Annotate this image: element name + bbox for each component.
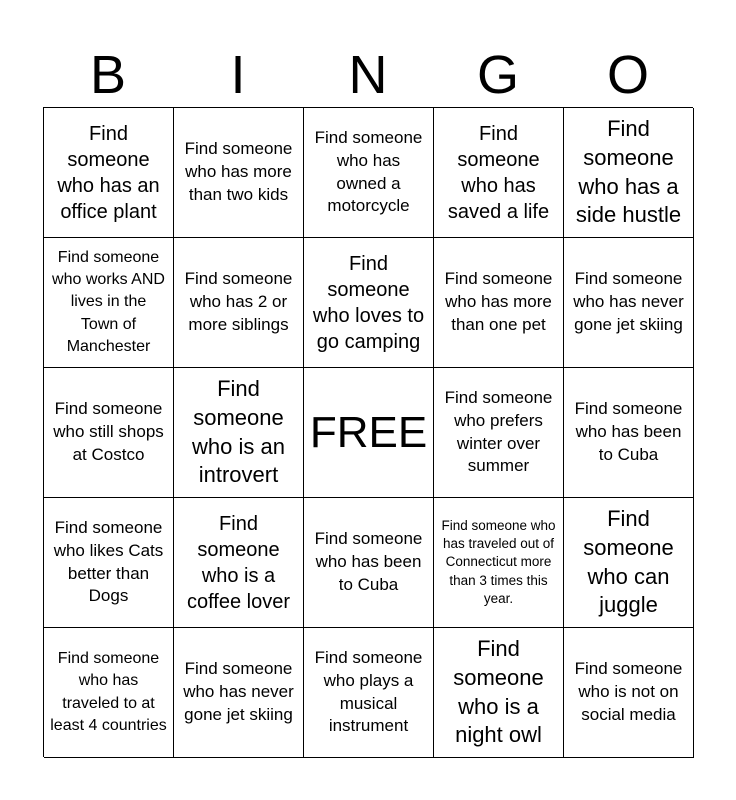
header-letter-o: O — [606, 45, 649, 105]
bingo-cell-r2c4[interactable]: Find someone who has more than one pet — [434, 238, 564, 368]
bingo-cell-r5c2[interactable]: Find someone who has never gone jet skiing — [174, 628, 304, 758]
header-letter-g: G — [476, 45, 519, 105]
bingo-cell-r1c4[interactable]: Find someone who has saved a life — [434, 108, 564, 238]
bingo-cell-r2c3[interactable]: Find someone who loves to go camping — [304, 238, 434, 368]
bingo-cell-r3c5[interactable]: Find someone who has been to Cuba — [564, 368, 694, 498]
bingo-cell-r1c5[interactable]: Find someone who has a side hustle — [564, 108, 694, 238]
bingo-cell-r1c1[interactable]: Find someone who has an office plant — [44, 108, 174, 238]
free-space[interactable]: FREE — [304, 368, 434, 498]
header-letter-b: B — [89, 45, 127, 105]
bingo-cell-r5c5[interactable]: Find someone who is not on social media — [564, 628, 694, 758]
bingo-cell-r3c1[interactable]: Find someone who still shops at Costco — [44, 368, 174, 498]
bingo-cell-r4c2[interactable]: Find someone who is a coffee lover — [174, 498, 304, 628]
bingo-cell-r3c4[interactable]: Find someone who prefers winter over summer — [434, 368, 564, 498]
bingo-cell-r3c2[interactable]: Find someone who is an introvert — [174, 368, 304, 498]
bingo-header — [43, 42, 693, 108]
bingo-card — [43, 107, 693, 757]
header-letter-n: N — [348, 45, 388, 105]
bingo-cell-r2c2[interactable]: Find someone who has 2 or more siblings — [174, 238, 304, 368]
bingo-cell-r5c3[interactable]: Find someone who plays a musical instrument — [304, 628, 434, 758]
bingo-cell-r1c3[interactable]: Find someone who has owned a motorcycle — [304, 108, 434, 238]
bingo-cell-r4c4[interactable]: Find someone who has traveled out of Connecticut more than 3 times this year. — [434, 498, 564, 628]
bingo-cell-r4c3[interactable]: Find someone who has been to Cuba — [304, 498, 434, 628]
bingo-cell-r5c1[interactable]: Find someone who has traveled to at least 4 countries — [44, 628, 174, 758]
bingo-cell-r2c1[interactable]: Find someone who works AND lives in the Town of Manchester — [44, 238, 174, 368]
bingo-cell-r2c5[interactable]: Find someone who has never gone jet skiing — [564, 238, 694, 368]
header-letter-i: I — [230, 45, 246, 105]
bingo-cell-r5c4[interactable]: Find someone who is a night owl — [434, 628, 564, 758]
bingo-cell-r4c5[interactable]: Find someone who can juggle — [564, 498, 694, 628]
bingo-cell-r4c1[interactable]: Find someone who likes Cats better than Dogs — [44, 498, 174, 628]
bingo-cell-r1c2[interactable]: Find someone who has more than two kids — [174, 108, 304, 238]
